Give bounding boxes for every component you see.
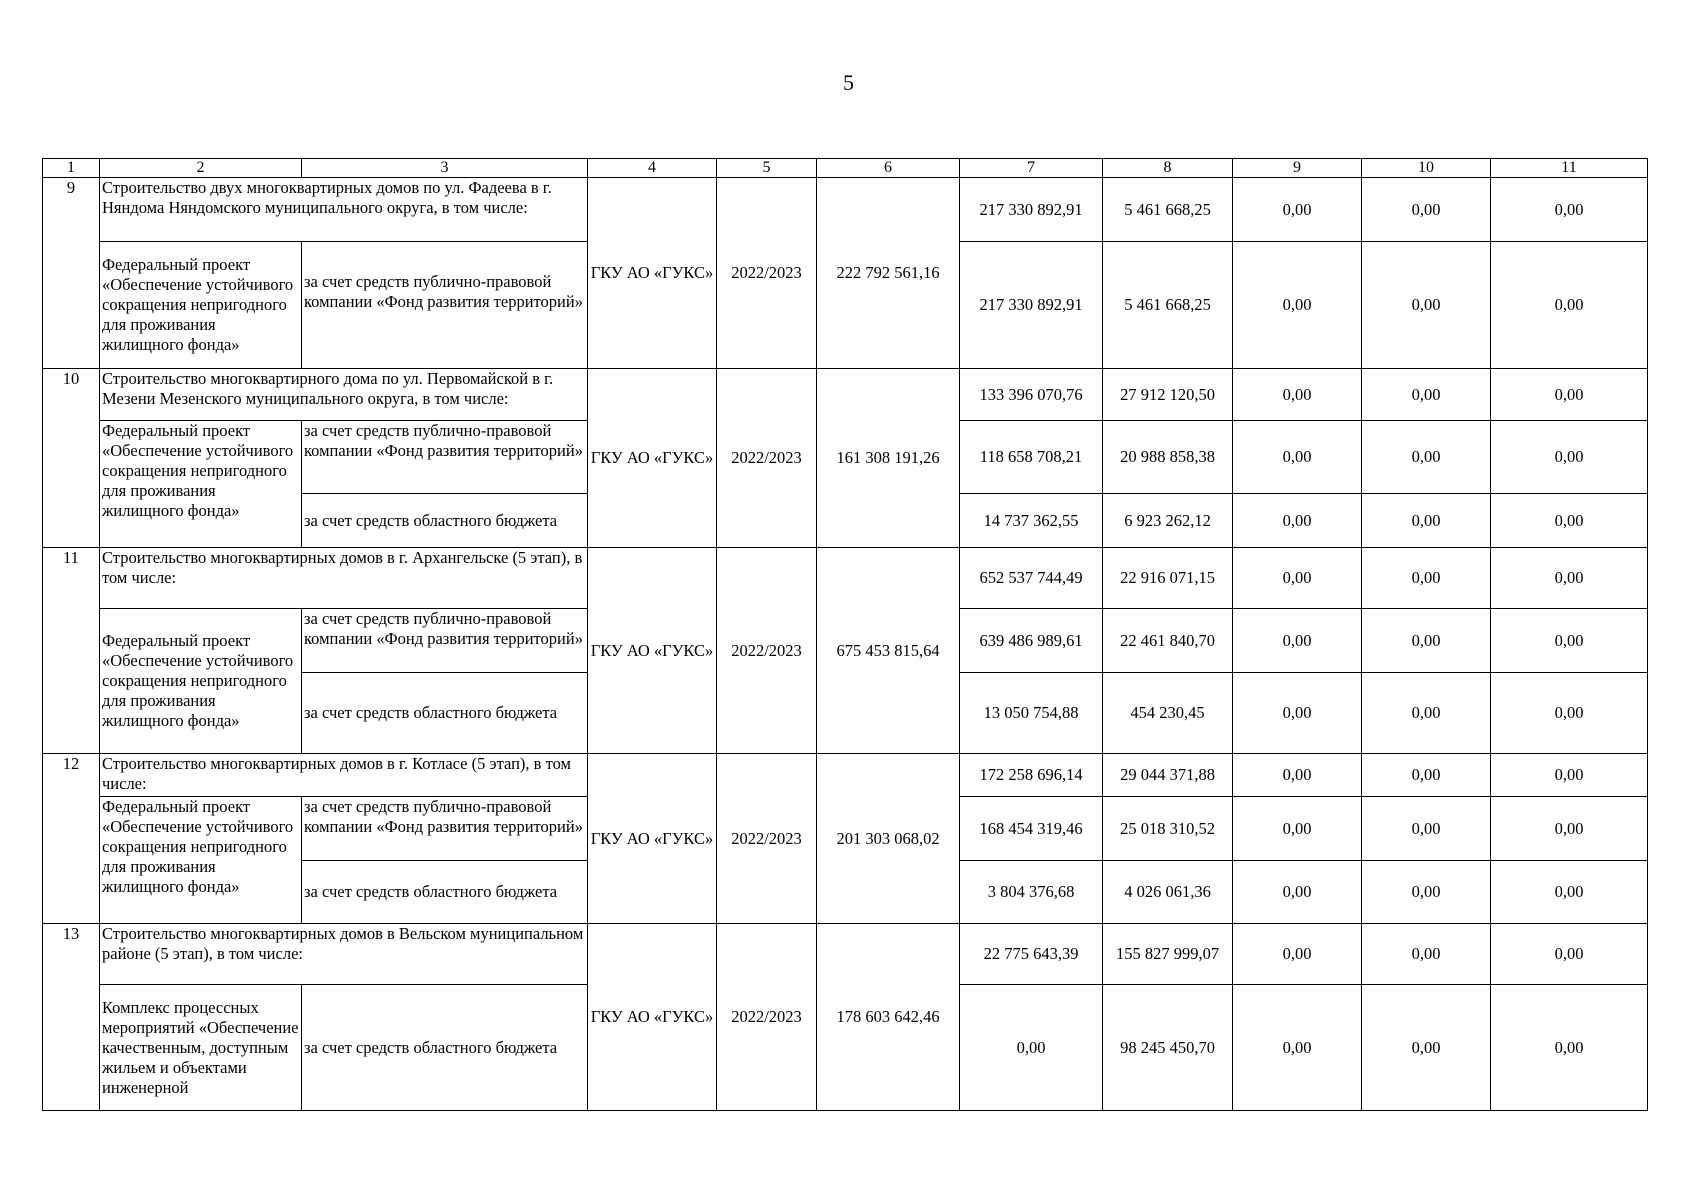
table-row (43, 369, 1648, 421)
value-cell: 0,00 (1233, 861, 1362, 924)
row-number: 9 (43, 178, 100, 369)
object-title: Строительство двух многоквартирных домов по ул. Фадеева в г. Няндома Няндомского муниципального округа, в том числе: (100, 178, 588, 242)
value-cell: 14 737 362,55 (960, 494, 1103, 548)
value-cell: 0,00 (1233, 494, 1362, 548)
value-cell: 22 775 643,39 (960, 924, 1103, 985)
value-cell: 4 026 061,36 (1103, 861, 1233, 924)
project-name: Федеральный проект «Обеспечение устойчивого сокращения непригодного для проживания жилищного фонда» (100, 797, 302, 924)
executor: ГКУ АО «ГУКС» (588, 924, 717, 1111)
table-row (43, 178, 1648, 242)
value-cell: 20 988 858,38 (1103, 421, 1233, 494)
value-cell: 0,00 (1491, 924, 1648, 985)
estimated-cost: 222 792 561,16 (817, 178, 960, 369)
value-cell: 0,00 (1491, 421, 1648, 494)
value-cell: 0,00 (1362, 178, 1491, 242)
value-cell: 0,00 (1233, 548, 1362, 609)
funding-source: за счет средств областного бюджета (302, 861, 588, 924)
object-title: Строительство многоквартирных домов в г. Архангельске (5 этап), в том числе: (100, 548, 588, 609)
value-cell: 0,00 (1491, 673, 1648, 754)
funding-source: за счет средств областного бюджета (302, 985, 588, 1111)
project-name: Комплекс процессных мероприятий «Обеспечение качественным, доступным жильем и объектами инженерной (100, 985, 302, 1111)
value-cell: 0,00 (1362, 369, 1491, 421)
object-title: Строительство многоквартирных домов в г. Котласе (5 этап), в том числе: (100, 754, 588, 797)
value-cell: 0,00 (1491, 242, 1648, 369)
value-cell: 29 044 371,88 (1103, 754, 1233, 797)
column-number: 9 (1233, 159, 1362, 178)
value-cell: 5 461 668,25 (1103, 178, 1233, 242)
value-cell: 0,00 (1362, 494, 1491, 548)
project-name: Федеральный проект «Обеспечение устойчивого сокращения непригодного для проживания жилищного фонда» (100, 421, 302, 548)
column-number: 6 (817, 159, 960, 178)
funding-source: за счет средств публично-правовой компании «Фонд развития территорий» (302, 609, 588, 673)
value-cell: 0,00 (1233, 369, 1362, 421)
table-row (43, 924, 1648, 985)
value-cell: 0,00 (1362, 242, 1491, 369)
value-cell: 27 912 120,50 (1103, 369, 1233, 421)
budget-table (42, 158, 1648, 1111)
value-cell: 6 923 262,12 (1103, 494, 1233, 548)
value-cell: 0,00 (1491, 985, 1648, 1111)
value-cell: 0,00 (1491, 609, 1648, 673)
value-cell: 3 804 376,68 (960, 861, 1103, 924)
value-cell: 13 050 754,88 (960, 673, 1103, 754)
estimated-cost: 201 303 068,02 (817, 754, 960, 924)
value-cell: 0,00 (1233, 797, 1362, 861)
value-cell: 0,00 (1491, 369, 1648, 421)
value-cell: 217 330 892,91 (960, 178, 1103, 242)
row-number: 12 (43, 754, 100, 924)
value-cell: 454 230,45 (1103, 673, 1233, 754)
value-cell: 0,00 (1491, 494, 1648, 548)
period: 2022/2023 (717, 369, 817, 548)
value-cell: 0,00 (1233, 421, 1362, 494)
value-cell: 22 461 840,70 (1103, 609, 1233, 673)
funding-source: за счет средств публично-правовой компании «Фонд развития территорий» (302, 242, 588, 369)
funding-source: за счет средств областного бюджета (302, 673, 588, 754)
page-number: 5 (843, 70, 854, 95)
executor: ГКУ АО «ГУКС» (588, 369, 717, 548)
value-cell: 5 461 668,25 (1103, 242, 1233, 369)
funding-source: за счет средств областного бюджета (302, 494, 588, 548)
value-cell: 217 330 892,91 (960, 242, 1103, 369)
value-cell: 0,00 (1233, 924, 1362, 985)
estimated-cost: 675 453 815,64 (817, 548, 960, 754)
column-number: 2 (100, 159, 302, 178)
value-cell: 0,00 (1491, 797, 1648, 861)
table-row (43, 548, 1648, 609)
object-title: Строительство многоквартирного дома по ул. Первомайской в г. Мезени Мезенского муниципального округа, в том числе: (100, 369, 588, 421)
value-cell: 0,00 (1233, 178, 1362, 242)
value-cell: 639 486 989,61 (960, 609, 1103, 673)
column-number: 4 (588, 159, 717, 178)
executor: ГКУ АО «ГУКС» (588, 548, 717, 754)
value-cell: 98 245 450,70 (1103, 985, 1233, 1111)
value-cell: 0,00 (1233, 673, 1362, 754)
value-cell: 0,00 (1233, 985, 1362, 1111)
row-number: 13 (43, 924, 100, 1111)
column-number: 1 (43, 159, 100, 178)
executor: ГКУ АО «ГУКС» (588, 178, 717, 369)
object-title: Строительство многоквартирных домов в Вельском муниципальном районе (5 этап), в том числе: (100, 924, 588, 985)
period: 2022/2023 (717, 178, 817, 369)
estimated-cost: 178 603 642,46 (817, 924, 960, 1111)
value-cell: 0,00 (1491, 861, 1648, 924)
executor: ГКУ АО «ГУКС» (588, 754, 717, 924)
value-cell: 25 018 310,52 (1103, 797, 1233, 861)
value-cell: 0,00 (1362, 421, 1491, 494)
value-cell: 0,00 (1233, 609, 1362, 673)
period: 2022/2023 (717, 924, 817, 1111)
value-cell: 0,00 (1491, 754, 1648, 797)
value-cell: 0,00 (960, 985, 1103, 1111)
value-cell: 0,00 (1362, 985, 1491, 1111)
column-number: 5 (717, 159, 817, 178)
value-cell: 133 396 070,76 (960, 369, 1103, 421)
value-cell: 0,00 (1233, 242, 1362, 369)
value-cell: 0,00 (1491, 178, 1648, 242)
estimated-cost: 161 308 191,26 (817, 369, 960, 548)
value-cell: 118 658 708,21 (960, 421, 1103, 494)
value-cell: 0,00 (1362, 754, 1491, 797)
period: 2022/2023 (717, 548, 817, 754)
column-number: 10 (1362, 159, 1491, 178)
period: 2022/2023 (717, 754, 817, 924)
row-number: 11 (43, 548, 100, 754)
row-number: 10 (43, 369, 100, 548)
funding-source: за счет средств публично-правовой компании «Фонд развития территорий» (302, 797, 588, 861)
value-cell: 0,00 (1362, 673, 1491, 754)
column-number: 7 (960, 159, 1103, 178)
table-row (43, 754, 1648, 797)
column-number: 3 (302, 159, 588, 178)
column-number: 11 (1491, 159, 1648, 178)
value-cell: 0,00 (1362, 861, 1491, 924)
value-cell: 0,00 (1362, 609, 1491, 673)
column-number: 8 (1103, 159, 1233, 178)
value-cell: 652 537 744,49 (960, 548, 1103, 609)
value-cell: 0,00 (1233, 754, 1362, 797)
value-cell: 0,00 (1491, 548, 1648, 609)
funding-source: за счет средств публично-правовой компании «Фонд развития территорий» (302, 421, 588, 494)
value-cell: 172 258 696,14 (960, 754, 1103, 797)
value-cell: 22 916 071,15 (1103, 548, 1233, 609)
project-name: Федеральный проект «Обеспечение устойчивого сокращения непригодного для проживания жилищного фонда» (100, 242, 302, 369)
column-number-row (43, 159, 1648, 178)
value-cell: 0,00 (1362, 924, 1491, 985)
value-cell: 0,00 (1362, 548, 1491, 609)
value-cell: 0,00 (1362, 797, 1491, 861)
value-cell: 155 827 999,07 (1103, 924, 1233, 985)
project-name: Федеральный проект «Обеспечение устойчивого сокращения непригодного для проживания жилищного фонда» (100, 609, 302, 754)
value-cell: 168 454 319,46 (960, 797, 1103, 861)
